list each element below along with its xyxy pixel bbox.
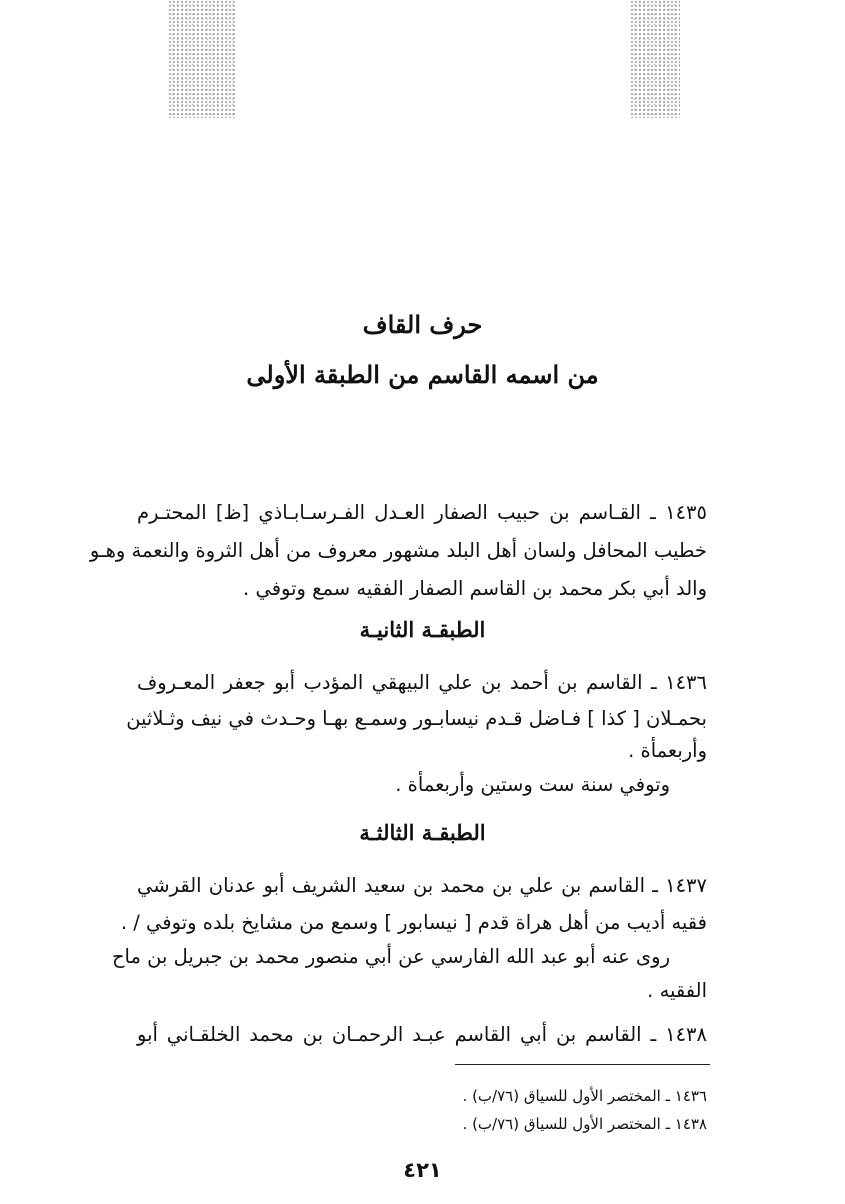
entry-1436-line-2: بحمـلان [ كذا ] فـاضل قـدم نيسابـور وسمـع بهـا وحـدث في نيف وثـلاثين	[126, 707, 707, 730]
entry-1435-line-1: ١٤٣٥ ـ القـاسم بن حبيب الصفار العـدل الفـرسـابـاذي [ظ] المحتـرم	[137, 501, 707, 524]
chapter-title: حرف القاف	[362, 310, 483, 339]
entry-1436-line-1: ١٤٣٦ ـ القاسم بن أحمد بن علي البيهقي المؤدب أبو جعفر المعـروف	[137, 671, 707, 694]
entry-1436-line-4: وتوفي سنة ست وستين وأربعمأة .	[395, 773, 670, 796]
entry-1435-line-3: والد أبي بكر محمد بن القاسم الصفار الفقيه سمع وتوفي .	[243, 577, 707, 600]
footnote-divider	[455, 1064, 710, 1065]
entry-1436-line-3: وأربعمأة .	[628, 739, 707, 762]
page-number: ٤٢١	[403, 1158, 442, 1182]
entry-1437-line-2: فقيه أديب من أهل هراة قدم [ نيسابور ] وسمع من مشايخ بلده وتوفي / .	[120, 911, 707, 934]
tabaqa-3-heading: الطبقـة الثالثـة	[359, 820, 486, 845]
entry-1437-line-3: روى عنه أبو عبد الله الفارسي عن أبي منصور محمد بن جبريل بن ماح	[111, 945, 670, 968]
footnote-1436: ١٤٣٦ ـ المختصر الأول للسياق (٧٦/ب) .	[462, 1087, 707, 1105]
entry-1435-line-2: خطيب المحافل ولسان أهل البلد مشهور معروف من أهل الثروة والنعمة وهـو	[89, 539, 707, 562]
decorative-ornament-right	[630, 0, 680, 118]
entry-1438-line-1: ١٤٣٨ ـ القاسم بن أبي القاسم عبـد الرحمـان بن محمد الخلقـاني أبو	[137, 1023, 707, 1046]
entry-1437-line-4: الفقيه .	[647, 979, 707, 1002]
section-title: من اسمه القاسم من الطبقة الأولى	[246, 360, 599, 389]
decorative-ornament-left	[168, 0, 236, 118]
tabaqa-2-heading: الطبقـة الثانيـة	[359, 617, 486, 642]
entry-1437-line-1: ١٤٣٧ ـ القاسم بن علي بن محمد بن سعيد الشريف أبو عدنان القرشي	[137, 874, 707, 897]
footnote-1438: ١٤٣٨ ـ المختصر الأول للسياق (٧٦/ب) .	[462, 1115, 707, 1133]
